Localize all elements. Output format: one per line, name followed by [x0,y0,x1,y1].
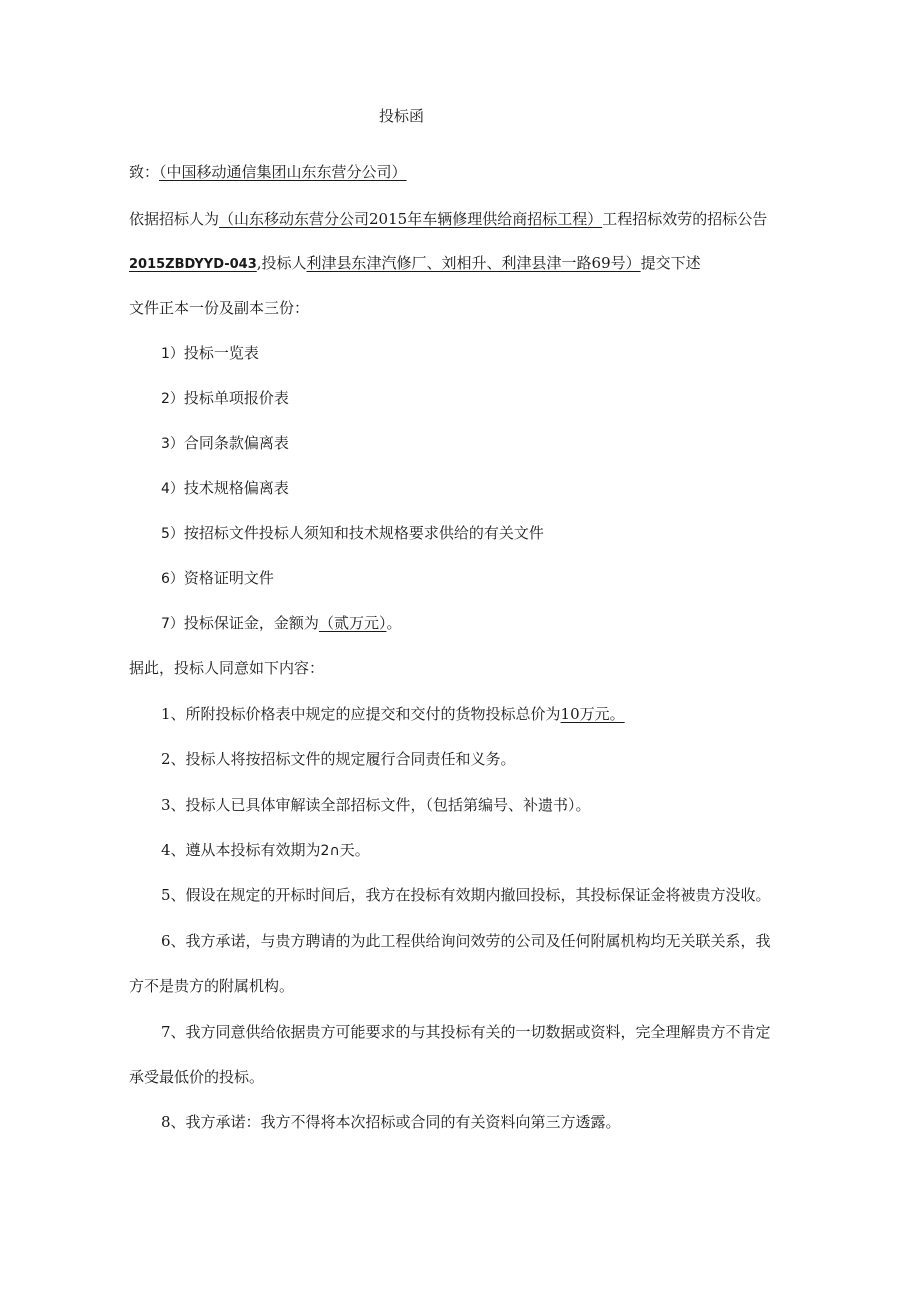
document-item [161,433,289,453]
intro-line-1 [129,209,767,229]
bidder-info: 利津县东津汽修厂、刘相升、利津县津一路69号） [306,254,641,272]
document-item-number: 7） [161,616,184,632]
clause-5: 5、假设在规定的开标时间后，我方在投标有效期内撤回投标，其投标保证金将被贵方没收。 [161,886,771,904]
clause-6-line-2: 方不是贵方的附属机构。 [129,977,295,995]
clause-1 [161,704,625,724]
document-item-text: 投标单项报价表 [183,389,289,407]
addressee-prefix: 致： [129,163,160,181]
addressee-line [129,162,407,182]
intro-part4: 提交下述 [640,254,701,272]
document-item [161,523,544,543]
clause-8: 8、我方承诺：我方不得将本次招标或合同的有关资料向第三方透露。 [161,1113,621,1131]
intro-part1: 依据招标人为 [129,210,220,228]
deposit-amount: （贰万元） [318,614,387,632]
document-item-number: 4） [161,481,184,497]
document-item-text: 投标保证金，金额为 [183,614,319,632]
document-item-number: 6） [161,571,184,587]
clause-1-text: 1、所附投标价格表中规定的应提交和交付的货物投标总价为 [161,705,561,723]
clause-6-line-1: 6、我方承诺，与贵方聘请的为此工程供给询问效劳的公司及任何附属机构均无关联关系，我 [161,932,771,950]
intro-line-2 [129,253,701,273]
document-item [161,388,289,408]
document-item-text: 投标一览表 [183,344,259,362]
validity-days: 2∩ [320,843,340,859]
total-price: 10万元。 [560,705,625,723]
document-item-number: 1） [161,346,184,362]
page-title: 投标函 [379,107,425,125]
intro-part3: ,投标人 [256,254,307,272]
document-item-text: 按招标文件投标人须知和技术规格要求供给的有关文件 [183,524,544,542]
document-item-number: 3） [161,436,184,452]
agreement-intro: 据此，投标人同意如下内容： [129,659,325,677]
project-name: （山东移动东营分公司2015年车辆修理供给商招标工程） [219,210,603,228]
clause-4 [161,840,370,860]
document-item-number: 5） [161,526,184,542]
document-item-text: 技术规格偏离表 [183,479,289,497]
document-item [161,478,289,498]
document-item [161,568,274,588]
clause-7-line-2: 承受最低价的投标。 [129,1068,265,1086]
clause-2: 2、投标人将按招标文件的规定履行合同责任和义务。 [161,750,516,768]
addressee-recipient: （中国移动通信集团山东东营分公司） [159,163,407,181]
document-item-end: 。 [386,614,402,632]
clause-4-end: 天。 [339,841,370,859]
intro-part2: 工程招标效劳的招标公告 [602,210,768,228]
document-item-text: 合同条款偏离表 [183,434,289,452]
document-item [161,343,259,363]
clause-4-text: 4、遵从本投标有效期为 [161,841,321,859]
clause-3: 3、投标人已具体审解读全部招标文件，（包括第编号、补遗书）。 [161,796,591,814]
document-item [161,613,401,633]
document-item-text: 资格证明文件 [183,569,274,587]
notice-number: 2015ZBDYYD-043 [129,257,257,272]
clause-7-line-1: 7、我方同意供给依据贵方可能要求的与其投标有关的一切数据或资料，完全理解贵方不肯定 [161,1023,771,1041]
document-item-number: 2） [161,391,184,407]
intro-line-3: 文件正本一份及副本三份： [129,299,310,317]
